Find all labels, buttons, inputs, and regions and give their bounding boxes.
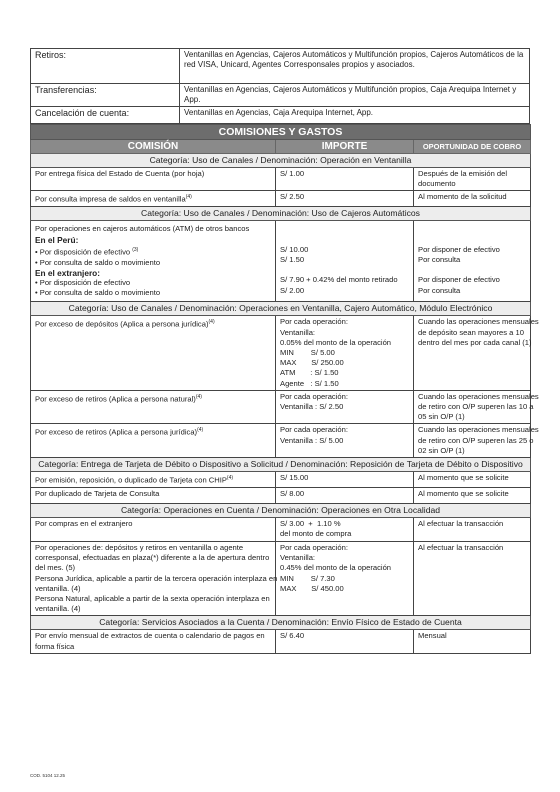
atm-item: • Por disposición de efectivo $^{(3)}$ [35, 246, 139, 257]
text-line: S/ 3.00 + 1.10 % [280, 519, 341, 528]
oportunidad-cell [414, 390, 539, 424]
text-line: Después de la emisión del [418, 169, 508, 178]
table-row [31, 518, 531, 542]
importe-cell [276, 518, 414, 542]
importe-cell [276, 316, 414, 390]
text-line: S/ 10.00 [280, 244, 309, 254]
text-line: S/ 2.00 [280, 285, 305, 295]
text-line: MIN S/ 5.00 [280, 347, 335, 357]
text-line: Por envío mensual de extractos de cuenta o calendario de pagos en [35, 631, 265, 641]
text-line: 0.05% del monto de la operación [280, 337, 392, 347]
text-line: Cuando las operaciones mensuales [418, 317, 539, 327]
category-row: Categoría: Uso de Canales / Denominación: Uso de Cajeros Automáticos [31, 207, 531, 221]
oportunidad-cell: Al efectuar la transacción [414, 542, 531, 616]
channels-table [30, 48, 530, 124]
text-line: corresponsal, efectuadas en plaza(*) diferente a la de apertura dentro [35, 553, 270, 563]
text-line: Por operaciones de: depósitos y retiros en ventanilla o agente [35, 543, 244, 552]
oportunidad-cell [414, 168, 531, 191]
comision-cell: Por entrega física del Estado de Cuenta (por hoja) [31, 168, 276, 191]
importe-cell: S/ 15.00 [276, 472, 414, 488]
category-row: Categoría: Entrega de Tarjeta de Débito o Dispositivo a Solicitud / Denominación: Reposición de Tarjeta de Débito o Dispositivo [31, 458, 531, 472]
table-row [31, 472, 531, 488]
atm-peru-heading: En el Perú: [35, 234, 79, 245]
text-line: ATM : S/ 1.50 [280, 368, 339, 378]
table-row [31, 542, 531, 616]
oportunidad-cell: Al momento de la solicitud [414, 191, 531, 207]
oportunidad-cell: Mensual [414, 630, 531, 654]
text-line: Persona Natural, aplicable a partir de la sexta operación interplaza en [35, 594, 270, 604]
channel-value: Ventanillas en Agencias, Cajeros Automáticos y Multifunción propios, Cajeros Automáticos de la red VISA, Unicard, Agentes Corresponsales propios y asociados. [180, 49, 530, 84]
table-row [31, 168, 531, 191]
importe-cell: S/ 1.00 [276, 168, 414, 191]
fees-table [30, 124, 539, 654]
text-line: documento [418, 179, 456, 189]
text-line: Persona Jurídica, aplicable a partir de la tercera operación interplaza en [35, 573, 278, 583]
text-line: Por cada operación: [280, 391, 348, 401]
text-line: dentro del mes por cada canal (1) [418, 337, 532, 347]
text-line: Por consulta [418, 255, 461, 264]
table-row [31, 488, 531, 504]
table-row [31, 221, 531, 302]
text-line: de depósito sean mayores a 10 [418, 327, 524, 337]
document-page [30, 48, 539, 654]
text-line: del mes. (5) [35, 563, 76, 573]
text-line: Por cada operación: [280, 543, 348, 552]
comision-cell: Por exceso de retiros (Aplica a persona natural)$^{(4)}$ [31, 390, 276, 424]
importe-cell [276, 424, 414, 458]
text-line: de retiro con O/P superen las 25 o [418, 435, 534, 445]
category-row: Categoría: Uso de Canales / Denominación: Operación en Ventanilla [31, 154, 531, 168]
importe-cell [276, 390, 414, 424]
importe-cell [276, 542, 414, 616]
channel-value: Ventanillas en Agencias, Caja Arequipa Internet, App. [180, 107, 530, 124]
footer-code: COD. 5104 12.25 [30, 773, 66, 778]
text-line: MIN S/ 7.30 [280, 573, 335, 583]
importe-cell: S/ 8.00 [276, 488, 414, 504]
table-row [31, 84, 530, 107]
text-line: S/ 1.50 [280, 255, 305, 264]
atm-item: • Por consulta de saldo o movimiento [35, 257, 161, 267]
atm-ext-heading: En el extranjero: [35, 267, 101, 278]
header-row [31, 140, 531, 154]
column-header-oportunidad: OPORTUNIDAD DE COBRO [414, 140, 531, 154]
comision-cell: Por exceso de depósitos (Aplica a persona jurídica)$^{(4)}$ [31, 316, 276, 390]
table-row [31, 107, 530, 124]
text-line: 05 sin O/P (1) [418, 412, 465, 422]
text-line: Ventanilla : S/ 5.00 [280, 435, 344, 445]
comision-text: Por consulta impresa de saldos en ventanilla [35, 194, 186, 204]
table-row [31, 630, 531, 654]
category-row: Categoría: Uso de Canales / Denominación: Operaciones en Ventanilla, Cajero Automático, Módulo Electrónico [31, 302, 531, 316]
text-line: Por cada operación: [280, 425, 348, 435]
footnote-ref: (4) [185, 194, 192, 201]
text-line: ventanilla. (4) [35, 604, 81, 614]
oportunidad-cell: Al momento que se solicite [414, 472, 531, 488]
comision-cell: Por compras en el extranjero [31, 518, 276, 542]
atm-item: • Por consulta de saldo o movimiento [35, 288, 161, 298]
text-line: 0.45% del monto de la operación [280, 563, 392, 573]
channel-label: Transferencias: [31, 84, 180, 107]
comision-cell: Por duplicado de Tarjeta de Consulta [31, 488, 276, 504]
text-line: del monto de compra [280, 529, 352, 539]
text-line: Ventanilla: [280, 553, 316, 563]
text-line: MAX S/ 450.00 [280, 583, 344, 593]
importe-cell: S/ 6.40 [276, 630, 414, 654]
text-line: forma física [35, 641, 75, 651]
oportunidad-cell [414, 424, 539, 458]
oportunidad-cell: Al efectuar la transacción [414, 518, 531, 542]
channel-label: Cancelación de cuenta: [31, 107, 180, 124]
text-line: Cuando las operaciones mensuales [418, 425, 539, 435]
category-row: Categoría: Servicios Asociados a la Cuenta / Denominación: Envío Físico de Estado de Cuenta [31, 616, 531, 630]
table-row [31, 191, 531, 207]
text-line: Por cada operación: [280, 317, 348, 327]
oportunidad-cell [414, 316, 539, 390]
text-line: S/ 7.90 + 0.42% del monto retirado [280, 275, 398, 285]
oportunidad-cell [414, 221, 531, 302]
column-header-comision: COMISIÓN [31, 140, 276, 154]
text-line: Por disponer de efectivo [418, 244, 500, 254]
comision-cell [31, 191, 276, 207]
channel-label: Retiros: [31, 49, 180, 84]
comision-cell [31, 630, 276, 654]
section-title: COMISIONES Y GASTOS [31, 125, 531, 140]
table-row [31, 424, 531, 458]
category-row: Categoría: Operaciones en Cuenta / Denominación: Operaciones en Otra Localidad [31, 504, 531, 518]
text-line: Ventanilla : S/ 2.50 [280, 401, 344, 411]
atm-intro: Por operaciones en cajeros automáticos (ATM) de otros bancos [35, 224, 250, 234]
text-line: Agente : S/ 1.50 [280, 378, 339, 388]
comision-cell [31, 221, 276, 302]
text-line: de retiro con O/P superen las 10 a [418, 401, 534, 411]
table-row [31, 390, 531, 424]
section-title-row [31, 125, 531, 140]
table-row [31, 49, 530, 84]
comision-cell: Por exceso de retiros (Aplica a persona jurídica)$^{(4)}$ [31, 424, 276, 458]
importe-cell: S/ 2.50 [276, 191, 414, 207]
text-line: Cuando las operaciones mensuales [418, 391, 539, 401]
text-line: Por consulta [418, 285, 461, 295]
comision-cell: Por emisión, reposición, o duplicado de Tarjeta con CHIP$^{(4)}$ [31, 472, 276, 488]
channel-value: Ventanillas en Agencias, Cajeros Automáticos y Multifunción propios, Caja Arequipa Internet y App. [180, 84, 530, 107]
text-line: MAX S/ 250.00 [280, 358, 344, 368]
text-line: Ventanilla: [280, 327, 316, 337]
atm-item: • Por disposición de efectivo [35, 277, 131, 287]
column-header-importe: IMPORTE [276, 140, 414, 154]
oportunidad-cell: Al momento que se solicite [414, 488, 531, 504]
text-line: ventanilla. (4) [35, 583, 81, 593]
table-row [31, 316, 531, 390]
comision-cell [31, 542, 276, 616]
text-line: 02 sin O/P (1) [418, 445, 465, 455]
importe-cell [276, 221, 414, 302]
text-line: Por disponer de efectivo [418, 275, 500, 285]
